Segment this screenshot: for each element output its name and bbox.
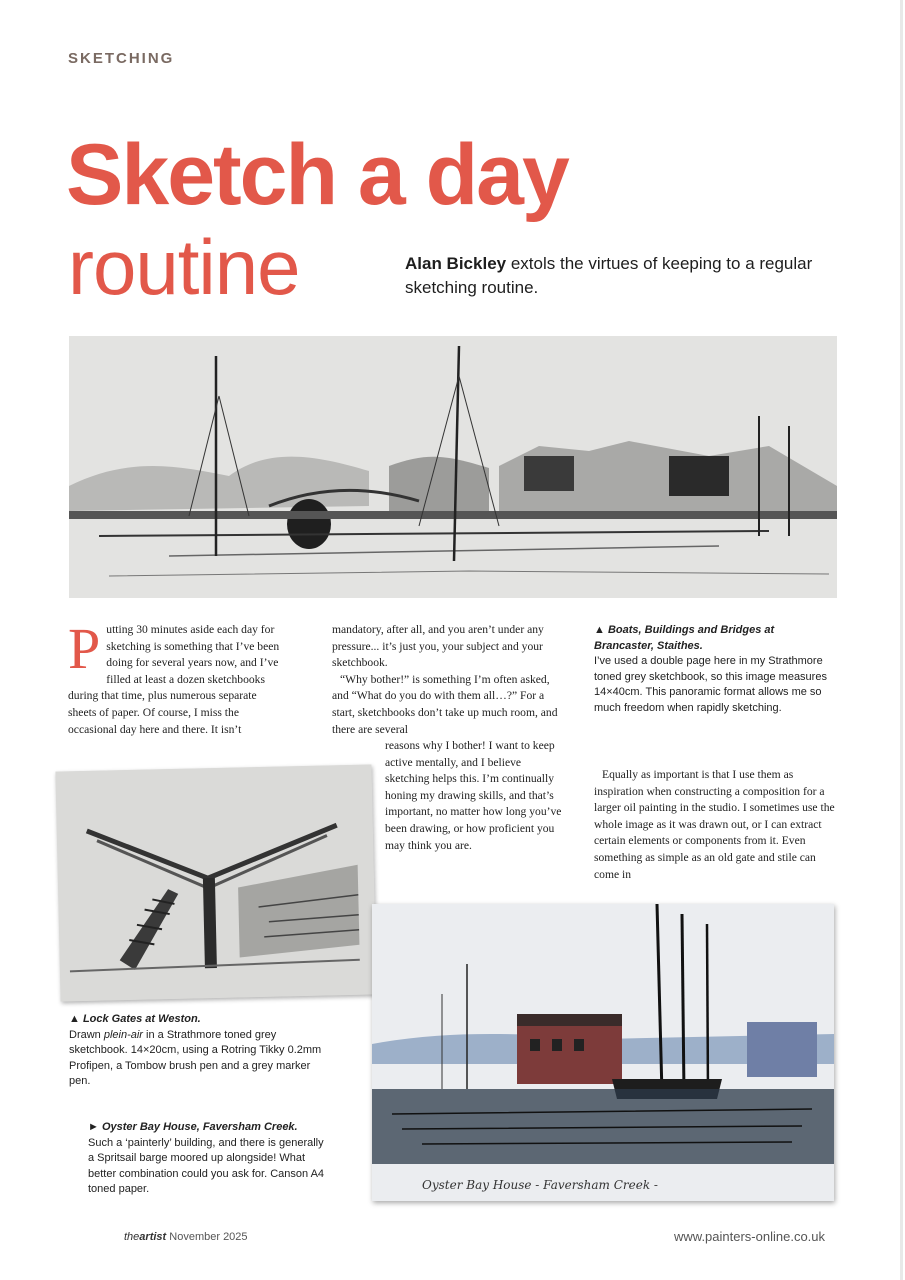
drop-cap: P [68,616,101,681]
column-1 [68,616,281,738]
lock-gates-drawing [55,764,376,1001]
paragraph: Putting 30 minutes aside each day for sketching is something that I’ve been doing for several years now, and I’ve filled at least a dozen sketchbooks during that time, plus numerous separate sheets of paper. Of course, I miss the occasional day here and there. It isn’t [68,616,280,736]
panoramic-sketch-drawing [69,336,837,598]
paragraph: mandatory, after all, and you aren’t under any pressure... it’s just you, your subject and your sketchbook. [332,623,544,670]
column-2 [332,622,568,738]
author-name: Alan Bickley [405,254,507,273]
oyster-signature: Oyster Bay House - Faversham Creek - [422,1178,658,1192]
caption-text: Such a ‘painterly’ building, and there is generally a Spritsail barge moored up alongside! What better combination could you ask for. Canson A4 toned paper. [88,1136,325,1195]
footer-url[interactable]: www.painters-online.co.uk [674,1229,826,1244]
oyster-bay-image [372,904,834,1201]
caption-marker: ► [88,1121,99,1133]
section-label: SKETCHING [68,50,175,67]
caption-text: I’ve used a double page here in my Strathmore toned grey sketchbook, so this image measures 14×40cm. This panoramic format allows me so much freedom when rapidly sketching. [594,655,827,714]
article-title-line2: routine [68,223,300,311]
oyster-bay-painting [372,904,834,1201]
column-3 [594,767,838,883]
paragraph: reasons why I bother! I want to keep active mentally, and I believe sketching helps this. I’m continually honing my drawing skills, and that’s important, no matter how long you’ve been drawing, or how proficient you may think you are. [385,739,562,852]
column-2-continued [385,738,565,854]
caption-oyster [88,1120,328,1198]
caption-boats [594,623,834,716]
page-edge-line [900,0,903,1280]
magazine-brand: theartist [124,1231,167,1243]
standfirst-text: extols the virtues of keeping to a regular sketching routine. [405,254,813,297]
lock-gates-image [55,764,376,1001]
issue-date: November 2025 [169,1231,248,1243]
caption-lock: ▲ Lock Gates at Weston. Drawn plein-air in a Strathmore toned grey sketchbook. 14×20cm, using a Rotring Tikky 0.2mm Profipen, a Tombow brush pen and a grey marker pen. [69,1013,322,1087]
caption-title: Boats, Buildings and Bridges at Brancaster, Staithes. [594,624,775,652]
footer-issue [124,1231,248,1243]
caption-title: Oyster Bay House, Faversham Creek. [101,1121,298,1133]
panoramic-sketch-image [69,336,837,598]
paragraph: “Why bother!” is something I’m often asked, and “What do you do with them all…?” For a start, sketchbooks don’t take up much room, and there are several [332,672,558,736]
article-title-line1: Sketch a day [66,127,568,223]
paragraph: Equally as important is that I use them as inspiration when constructing a composition for a larger oil painting in the studio. I sometimes use the whole image as it was drawn out, or I can extract certain elements or components from it. Even something as simple as an old gate and stile can come in [594,768,835,881]
caption-marker: ▲ [69,1013,80,1025]
caption-marker: ▲ [594,624,605,636]
caption-title: Lock Gates at Weston. [82,1013,201,1025]
standfirst [405,252,815,300]
